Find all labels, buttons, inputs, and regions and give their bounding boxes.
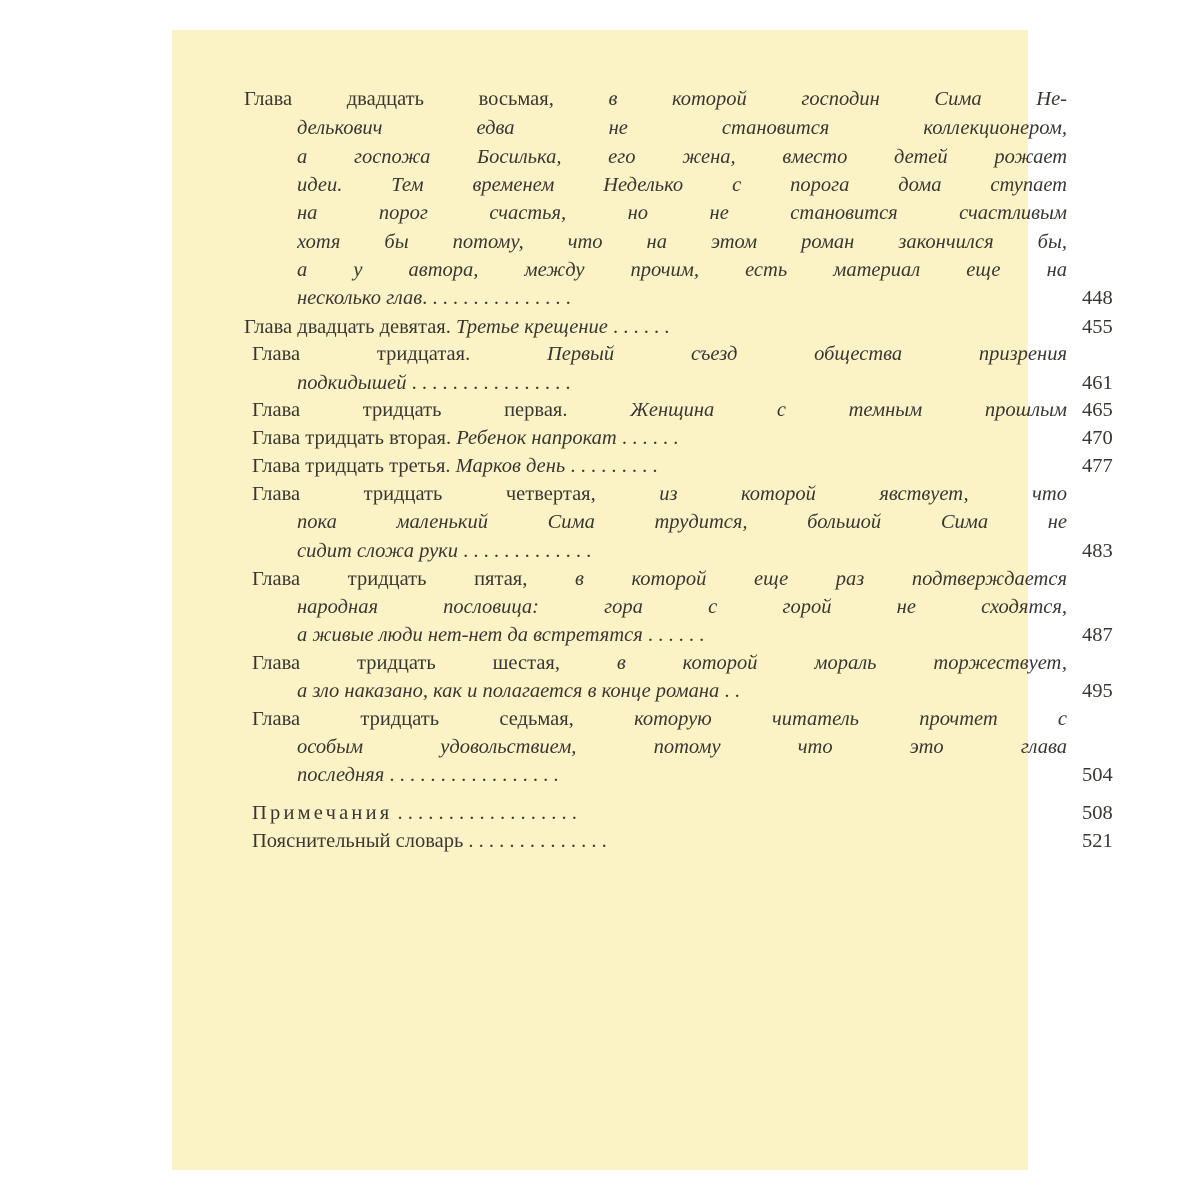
- leader-dots: . . . . . .: [642, 624, 705, 646]
- toc-line: [297, 143, 1067, 171]
- page-number: 465: [1082, 399, 1113, 421]
- chapter-title: сидит сложа руки: [297, 540, 459, 562]
- chapter-title: Первый съезд общества призрения: [546, 343, 1067, 365]
- page-number: 455: [1082, 316, 1113, 338]
- leader-dots: . . . . . . . . . . . . .: [458, 540, 592, 562]
- toc-line: [297, 114, 1067, 142]
- toc-line: [252, 480, 1067, 508]
- toc-line: [252, 705, 1067, 733]
- chapter-title: подкидышей: [297, 372, 407, 394]
- toc-line: [297, 171, 1067, 199]
- page-number: 508: [1082, 802, 1113, 824]
- toc-line: [252, 452, 1067, 480]
- toc-line: [244, 313, 1067, 341]
- chapter-title: на порог счастья, но не становится счастливым: [297, 202, 1067, 224]
- page-number: 477: [1082, 455, 1113, 477]
- book-page: [172, 30, 1113, 1170]
- chapter-heading: Примечания: [252, 802, 393, 824]
- chapter-heading: Глава тридцать шестая,: [252, 652, 617, 674]
- leader-dots: . . . . . . . . . . . . . .: [463, 830, 607, 852]
- page-number: 470: [1082, 427, 1113, 449]
- leader-dots: . . . . . . . . .: [565, 455, 658, 477]
- chapter-title: Марков день: [455, 455, 566, 477]
- page-number: 448: [1082, 287, 1113, 309]
- chapter-title: в которой мораль торжествует,: [616, 652, 1067, 674]
- leader-dots: . . . . . . . . . . . . . . . .: [406, 372, 571, 394]
- chapter-title: которую читатель прочтет с: [634, 708, 1067, 730]
- chapter-title: несколько глав: [297, 287, 423, 309]
- chapter-heading: Глава тридцать первая.: [252, 399, 631, 421]
- chapter-title: а живые люди нет-нет да встретятся: [297, 624, 643, 646]
- leader-dots: . . . . . . . . . . . . . . . . .: [384, 764, 559, 786]
- chapter-title: Третье крещение: [455, 316, 608, 338]
- chapter-title: из которой явствует, что: [659, 483, 1067, 505]
- chapter-title: делькович едва не становится коллекционером,: [297, 117, 1067, 139]
- toc-line: [297, 369, 1067, 397]
- toc-line: [297, 256, 1067, 284]
- toc-line: [297, 508, 1067, 536]
- toc-line: [297, 761, 1067, 789]
- leader-dots: . .: [719, 680, 740, 702]
- chapter-title: Женщина с темным прошлым: [630, 399, 1067, 421]
- toc-line: [297, 228, 1067, 256]
- chapter-title: в которой господин Сима Не-: [608, 88, 1067, 110]
- chapter-title: пока маленький Сима трудится, большой Сима не: [297, 511, 1067, 533]
- leader-dots: . . . . . .: [616, 427, 679, 449]
- toc-line: [252, 827, 1067, 855]
- page-number: 495: [1082, 680, 1113, 702]
- toc-line: [244, 85, 1067, 113]
- toc-line: [297, 537, 1067, 565]
- chapter-heading: Пояснительный словарь: [252, 830, 464, 852]
- page-number: 487: [1082, 624, 1113, 646]
- toc-line: [297, 621, 1067, 649]
- chapter-title: в которой еще раз подтверждается: [574, 568, 1067, 590]
- chapter-title: а зло наказано, как и полагается в конце романа: [297, 680, 720, 702]
- toc-line: [297, 733, 1067, 761]
- toc-line: [252, 649, 1067, 677]
- leader-dots: . . . . . . . . . . . . . . .: [422, 287, 571, 309]
- toc-line: [252, 340, 1067, 368]
- chapter-title: народная пословица: гора с горой не сходятся,: [297, 596, 1067, 618]
- toc-line: [297, 593, 1067, 621]
- toc-line: [252, 424, 1067, 452]
- toc-line: [297, 677, 1067, 705]
- toc-line: [252, 396, 1067, 424]
- toc-line: [297, 284, 1067, 312]
- toc-line: [297, 199, 1067, 227]
- chapter-title: а госпожа Босилька, его жена, вместо детей рожает: [297, 146, 1067, 168]
- chapter-title: а у автора, между прочим, есть материал еще на: [297, 259, 1067, 281]
- chapter-heading: Глава тридцать пятая,: [252, 568, 575, 590]
- chapter-heading: Глава тридцать вторая.: [252, 427, 457, 449]
- leader-dots: . . . . . . . . . . . . . . . . . .: [392, 802, 577, 824]
- toc-line: [252, 565, 1067, 593]
- chapter-heading: Глава тридцатая.: [252, 343, 547, 365]
- chapter-heading: Глава тридцать седьмая,: [252, 708, 635, 730]
- page-number: 461: [1082, 372, 1113, 394]
- chapter-title: Ребенок напрокат: [456, 427, 617, 449]
- chapter-title: последняя: [297, 764, 385, 786]
- chapter-title: хотя бы потому, что на этом роман закончился бы,: [297, 231, 1067, 253]
- chapter-title: идеи. Тем временем Неделько с порога дома ступает: [297, 174, 1067, 196]
- chapter-heading: Глава тридцать четвертая,: [252, 483, 660, 505]
- chapter-heading: Глава тридцать третья.: [252, 455, 456, 477]
- page-number: 504: [1082, 764, 1113, 786]
- chapter-heading: Глава двадцать восьмая,: [244, 88, 609, 110]
- page-number: 483: [1082, 540, 1113, 562]
- chapter-title: особым удовольствием, потому что это глава: [297, 736, 1067, 758]
- leader-dots: . . . . . .: [607, 316, 670, 338]
- toc-line: [252, 799, 1067, 827]
- page-number: 521: [1082, 830, 1113, 852]
- chapter-heading: Глава двадцать девятая.: [244, 316, 456, 338]
